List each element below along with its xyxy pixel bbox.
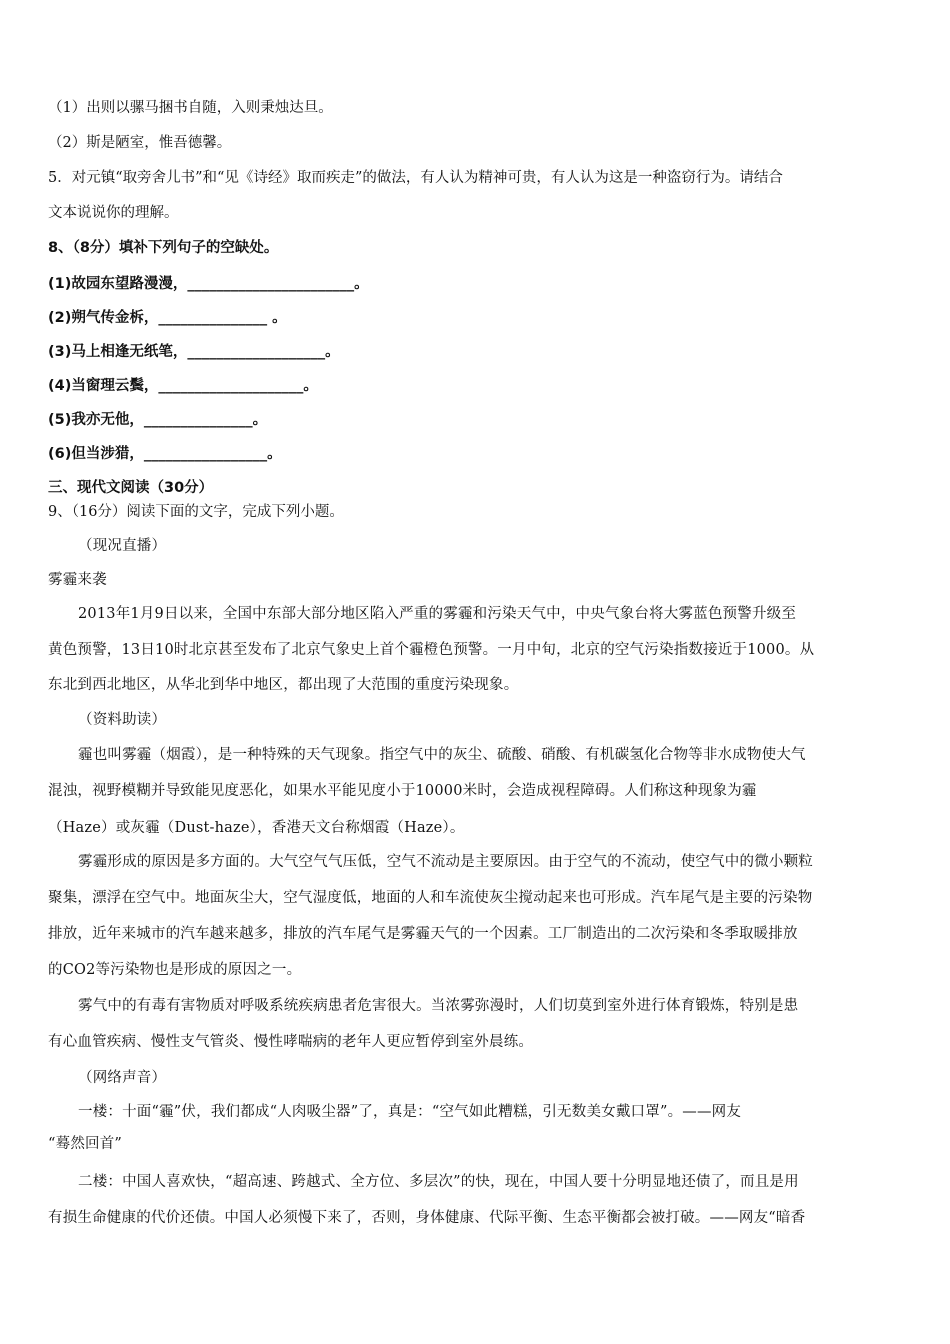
paragraph-1-line-2: 黄色预警，13日10时北京甚至发布了北京气象史上首个霾橙色预警。一月中旬，北京的空气污染指数接近于1000。从 [48,642,815,658]
paragraph-1-line-3: 东北到西北地区，从华北到华中地区，都出现了大范围的重度污染现象。 [48,677,519,693]
paragraph-2-line-2: 混浊，视野模糊并导致能见度恶化，如果水平能见度小于10000米时，会造成视程障碍。人们称这种现象为霾 [48,783,757,799]
info-heading: （资料助读） [78,712,167,728]
net-heading: （网络声音） [78,1070,167,1086]
q8-blank-6: (6)但当涉猎，_________________。 [48,446,282,462]
paragraph-1-line-1: 2013年1月9日以来，全国中东部大部分地区陷入严重的雾霾和污染天气中，中央气象台将大雾蓝色预警升级至 [78,606,797,622]
paragraph-3-line-3: 排放，近年来城市的汽车越来越多，排放的汽车尾气是雾霾天气的一个因素。工厂制造出的二次污染和冬季取暖排放 [48,926,798,942]
q8-blank-5: (5)我亦无他，_______________。 [48,412,268,428]
floor-2-line-1: 二楼：中国人喜欢快，“超高速、跨越式、全方位、多层次”的快，现在，中国人要十分明显地还债了，而且是用 [78,1174,799,1190]
q5-text-line-1: 5．对元镇“取旁舍儿书”和“见《诗经》取而疾走”的做法，有人认为精神可贵，有人认为这是一种盗窃行为。请结合 [48,170,783,186]
floor-2-line-2: 有损生命健康的代价还债。中国人必须慢下来了，否则，身体健康、代际平衡、生态平衡都会被打破。——网友“暗香 [48,1210,806,1226]
live-heading: （现况直播） [78,538,167,554]
paragraph-2-line-1: 霾也叫雾霾（烟霞），是一种特殊的天气现象。指空气中的灰尘、硫酸、硝酸、有机碳氢化合物等非水成物使大气 [78,747,806,763]
paragraph-3-line-2: 聚集，漂浮在空气中。地面灰尘大，空气湿度低，地面的人和车流使灰尘搅动起来也可形成。汽车尾气是主要的污染物 [48,890,813,906]
q9-prompt: 9、（16分）阅读下面的文字，完成下列小题。 [48,504,344,520]
q8-blank-4: (4)当窗理云鬓，____________________。 [48,378,318,394]
q8-blank-3: (3)马上相逢无纸笔，___________________。 [48,344,340,360]
q8-blank-2: (2)朔气传金柝，_______________ 。 [48,310,287,326]
paragraph-2-line-3: （Haze）或灰霾（Dust-haze），香港天文台称烟霞（Haze）。 [48,820,465,836]
paragraph-4-line-1: 雾气中的有毒有害物质对呼吸系统疾病患者危害很大。当浓雾弥漫时，人们切莫到室外进行体育锻炼，特别是患 [78,998,799,1014]
q8-blank-1: (1)故园东望路漫漫，_______________________。 [48,276,369,292]
paragraph-3-line-4: 的CO2等污染物也是形成的原因之一。 [48,962,302,978]
paragraph-3-line-1: 雾霾形成的原因是多方面的。大气空气气压低，空气不流动是主要原因。由于空气的不流动，使空气中的微小颗粒 [78,854,813,870]
q8-title: 8、（8分）填补下列句子的空缺处。 [48,240,279,256]
q4-item-1: （1）出则以骡马捆书自随，入则秉烛达旦。 [48,100,333,116]
floor-1-line-1: 一楼：十面“霾”伏，我们都成“人肉吸尘器”了，真是：“空气如此糟糕，引无数美女戴口罩”。——网友 [78,1104,742,1120]
floor-1-line-2: “蓦然回首” [48,1136,123,1152]
q5-text-line-2: 文本说说你的理解。 [48,205,179,221]
section-3-heading: 三、现代文阅读（30分） [48,480,214,496]
q4-item-2: （2）斯是陋室，惟吾德馨。 [48,135,232,151]
paragraph-4-line-2: 有心血管疾病、慢性支气管炎、慢性哮喘病的老年人更应暂停到室外晨练。 [48,1034,534,1050]
smog-title: 雾霾来袭 [48,572,107,588]
